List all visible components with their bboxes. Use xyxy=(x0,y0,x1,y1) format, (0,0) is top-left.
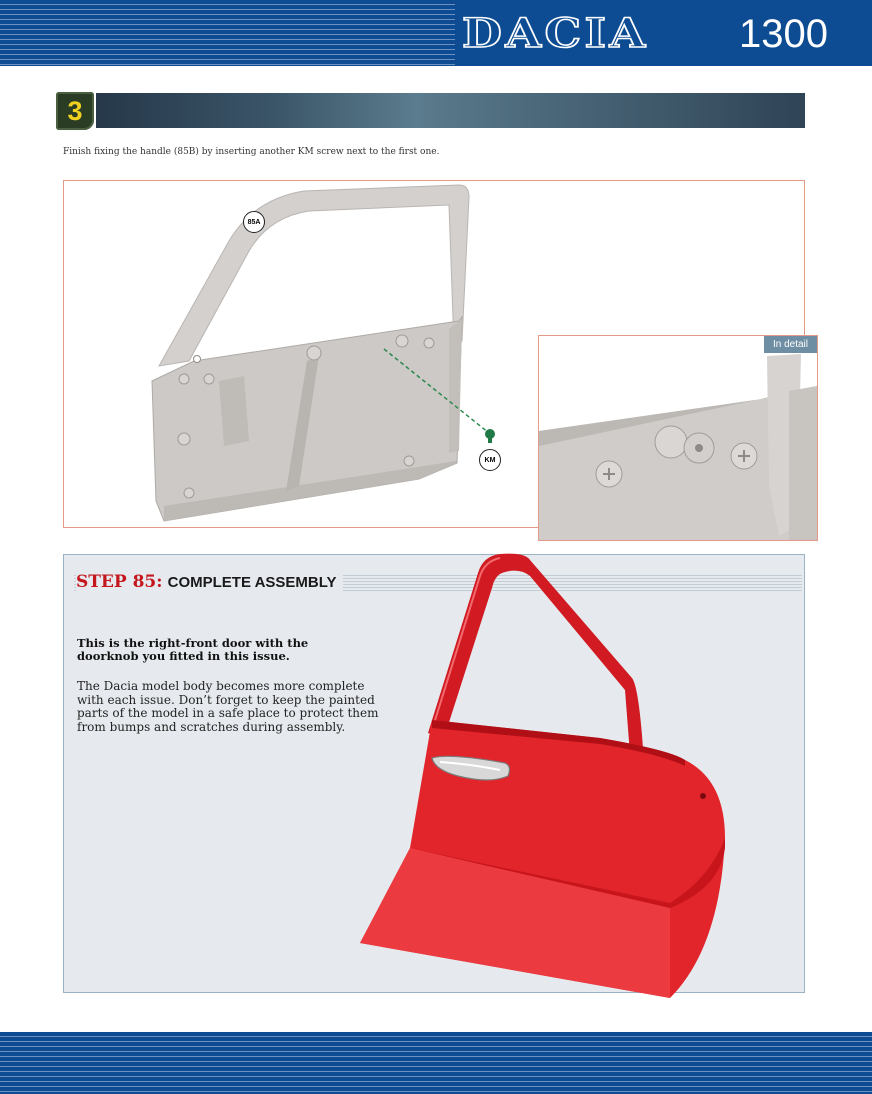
detail-tag: In detail xyxy=(764,336,817,353)
red-door-photo xyxy=(340,548,760,1003)
summary-lead: This is the right-front door with the doorknob you fitted in this issue. xyxy=(77,636,309,663)
page-footer xyxy=(0,1032,872,1094)
step-number-badge: 3 xyxy=(56,92,94,130)
detail-inset xyxy=(538,335,818,541)
page-header xyxy=(0,0,872,66)
brand-logo xyxy=(462,8,828,58)
summary-body: The Dacia model body becomes more complete with each issue. Don’t forget to keep the painted parts of the model in a safe place to protect them from bumps and scratches during assembly. xyxy=(77,679,379,734)
screw-km-label: KM xyxy=(479,449,501,471)
step-instruction: Finish fixing the handle (85B) by inserting another KM screw next to the first one. xyxy=(63,147,440,157)
summary-title-text: COMPLETE ASSEMBLY xyxy=(167,574,337,591)
part-85a-label: 85A xyxy=(243,211,265,233)
summary-title xyxy=(76,572,343,592)
model-number: 1300 xyxy=(739,12,828,56)
brand-name: DACIA xyxy=(462,9,649,57)
step-header-bar xyxy=(96,93,805,128)
summary-step-label: STEP 85: xyxy=(76,572,163,592)
header-stripes xyxy=(0,0,455,66)
detail-closeup-illustration xyxy=(539,336,817,540)
